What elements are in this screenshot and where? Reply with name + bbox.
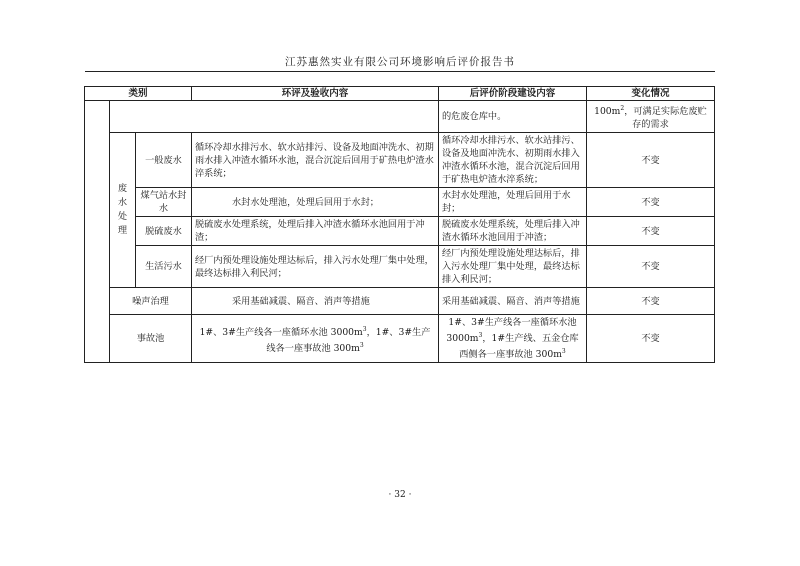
table-row <box>85 288 715 315</box>
row-eia: 采用基础减震、隔音、消声等措施 <box>192 288 439 315</box>
table-row <box>85 246 715 288</box>
wastewater-group-label: 废 水 处 理 <box>110 133 136 288</box>
row-change: 不变 <box>587 315 715 363</box>
outer-category-cell <box>85 101 110 363</box>
row-postassessment: 循环冷却水排污水、软水站排污、设备及地面冲洗水、初期雨水排入冲渣水循环水池，混合沉淀后回用于矿热电炉渣水淬系统； <box>439 133 587 188</box>
comparison-table <box>84 86 715 363</box>
page-number: · 32 · <box>388 490 412 500</box>
header-eia-content: 环评及验收内容 <box>192 87 439 101</box>
row-postassessment: 经厂内预处理设施处理达标后，排入污水处理厂集中处理，最终达标排入利民河； <box>439 246 587 288</box>
table-row <box>85 217 715 246</box>
header-category: 类别 <box>85 87 192 101</box>
report-header-title: 江苏惠然实业有限公司环境影响后评价报告书 <box>285 56 515 68</box>
row-eia: 脱硫废水处理系统，处理后排入冲渣水循环水池回用于冲渣； <box>192 217 439 246</box>
row-postassessment: 1#、3#生产线各一座循环水池 $3000m^3$，1#生产线、五金仓库西侧各一座事故池 $300m^3$ <box>439 315 587 363</box>
table-row <box>85 188 715 217</box>
row-change: 不变 <box>587 246 715 288</box>
row-eia: 1#、3#生产线各一座循环水池 $3000m^3$，1#、3#生产线各一座事故池 $300m^3$ <box>192 315 439 363</box>
row-change: 不变 <box>587 133 715 188</box>
row-postassessment: 采用基础减震、隔音、消声等措施 <box>439 288 587 315</box>
continuation-empty-cell <box>110 101 439 133</box>
row-change: 不变 <box>587 288 715 315</box>
row-category: 生活污水 <box>136 246 192 288</box>
row-eia: 循环冷却水排污水、软水站排污、设备及地面冲洗水、初期雨水排入冲渣水循环水池，混合沉淀后回用于矿热电炉渣水淬系统； <box>192 133 439 188</box>
header-postassessment-content: 后评价阶段建设内容 <box>439 87 587 101</box>
row-postassessment: 脱硫废水处理系统，处理后排入冲渣水循环水池回用于冲渣； <box>439 217 587 246</box>
header-change: 变化情况 <box>587 87 715 101</box>
row-category: 一般废水 <box>136 133 192 188</box>
row-category: 脱硫废水 <box>136 217 192 246</box>
header-divider <box>85 71 715 72</box>
row-postassessment: 水封水处理池，处理后回用于水封； <box>439 188 587 217</box>
row-category: 煤气站水封水 <box>136 188 192 217</box>
table-header-row <box>85 87 715 101</box>
row-eia: 水封水处理池，处理后回用于水封； <box>192 188 439 217</box>
row-change: $100m^2$，可满足实际危废贮存的需求 <box>587 101 715 133</box>
row-category: 事故池 <box>110 315 192 363</box>
table-row <box>85 133 715 188</box>
row-change: 不变 <box>587 188 715 217</box>
row-category: 噪声治理 <box>110 288 192 315</box>
row-change: 不变 <box>587 217 715 246</box>
row-eia: 经厂内预处理设施处理达标后，排入污水处理厂集中处理，最终达标排入利民河； <box>192 246 439 288</box>
table-row <box>85 101 715 133</box>
row-postassessment: 的危废仓库中。 <box>439 101 587 133</box>
table-row <box>85 315 715 363</box>
